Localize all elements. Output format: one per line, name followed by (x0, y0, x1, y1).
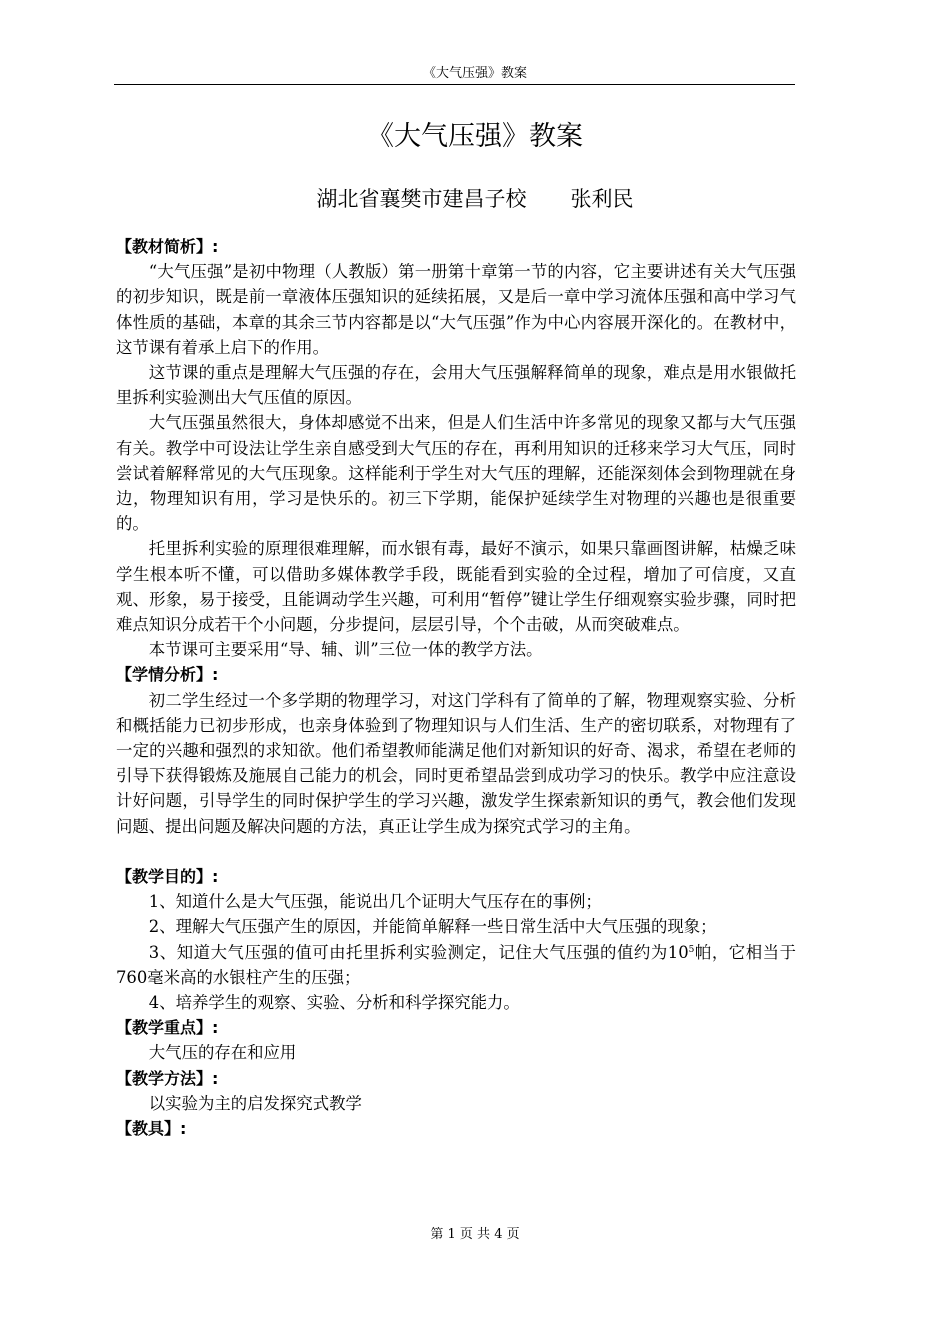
goal-item: 2、理解大气压强产生的原因，并能简单解释一些日常生活中大气压强的现象； (148, 917, 717, 937)
byline (0, 184, 950, 214)
section-heading-students: 【学情分析】: (116, 665, 219, 685)
running-header: 《大气压强》教案 (422, 66, 527, 81)
paragraph: 大气压强虽然很大，身体却感觉不出来，但是人们生活中许多常见的现象又都与大气压强有关。教学中可设法让学生亲自感受到大气压的存在，再利用知识的迁移来学习大气压，同时尝试着解释常见的大气压现象。这样能利于学生对大气压的理解，还能深刻体会到物理就在身边，物理知识有用，学习是快乐的。初三下学期，能保护延续学生对物理的兴趣也是很重要的。 (116, 413, 796, 534)
paragraph: 本节课可主要采用“导、辅、训”三位一体的教学方法。 (148, 640, 543, 660)
document-body (116, 234, 796, 1141)
focus-text: 大气压的存在和应用 (148, 1043, 297, 1063)
author-name: 张利民 (570, 187, 634, 211)
goal-item-text: 帕，它相当于760毫米高的水银柱产生的压强； (116, 942, 796, 987)
goal-item: 4、培养学生的观察、实验、分析和科学探究能力。 (148, 993, 520, 1013)
section-heading-focus: 【教学重点】: (116, 1018, 219, 1038)
paragraph: 托里拆利实验的原理很难理解，而水银有毒，最好不演示，如果只靠画图讲解，枯燥乏味学生根本听不懂，可以借助多媒体教学手段，既能看到实验的全过程，增加了可信度，又直观、形象，易于接受，且能调动学生兴趣，可利用“暂停”键让学生仔细观察实验步骤，同时把难点知识分成若干个小问题，分步提问，层层引导，个个击破，从而突破难点。 (116, 539, 796, 635)
method-text: 以实验为主的启发探究式教学 (148, 1093, 362, 1113)
goal-item-text: 3、知道大气压强的值可由托里拆利实验测定，记住大气压强的值约为10 (148, 942, 689, 962)
section-heading-method: 【教学方法】: (116, 1068, 219, 1088)
goal-item: 1、知道什么是大气压强，能说出几个证明大气压存在的事例； (148, 892, 602, 912)
document-title: 《大气压强》教案 (367, 121, 583, 152)
page-footer: 第 1 页 共 4 页 (430, 1227, 520, 1242)
header-divider (114, 84, 795, 85)
paragraph: 这节课的重点是理解大气压强的存在，会用大气压强解释简单的现象，难点是用水银做托里拆利实验测出大气压值的原因。 (116, 363, 796, 408)
section-heading-goals: 【教学目的】: (116, 867, 219, 887)
school-name: 湖北省襄樊市建昌子校 (316, 187, 527, 211)
goal-item (116, 940, 796, 990)
paragraph: 初二学生经过一个多学期的物理学习，对这门学科有了简单的了解，物理观察实验、分析和概括能力已初步形成，也亲身体验到了物理知识与人们生活、生产的密切联系，对物理有了一定的兴趣和强烈的求知欲。他们希望教师能满足他们对新知识的好奇、渴求，希望在老师的引导下获得锻炼及施展自己能力的机会，同时更希望品尝到成功学习的快乐。教学中应注意设计好问题，引导学生的同时保护学生的学习兴趣，激发学生探索新知识的勇气，教会他们发现问题、提出问题及解决问题的方法，真正让学生成为探究式学习的主角。 (116, 690, 796, 836)
exponent: 5 (688, 944, 695, 955)
section-heading-textbook: 【教材简析】: (116, 237, 219, 256)
section-heading-tools: 【教具】: (116, 1119, 187, 1139)
paragraph: “大气压强”是初中物理（人教版）第一册第十章第一节的内容，它主要讲述有关大气压强的初步知识，既是前一章液体压强知识的延续拓展，又是后一章中学习流体压强和高中学习气体性质的基础，本章的其余三节内容都是以“大气压强”作为中心内容展开深化的。在教材中，这节课有着承上启下的作用。 (116, 262, 796, 357)
